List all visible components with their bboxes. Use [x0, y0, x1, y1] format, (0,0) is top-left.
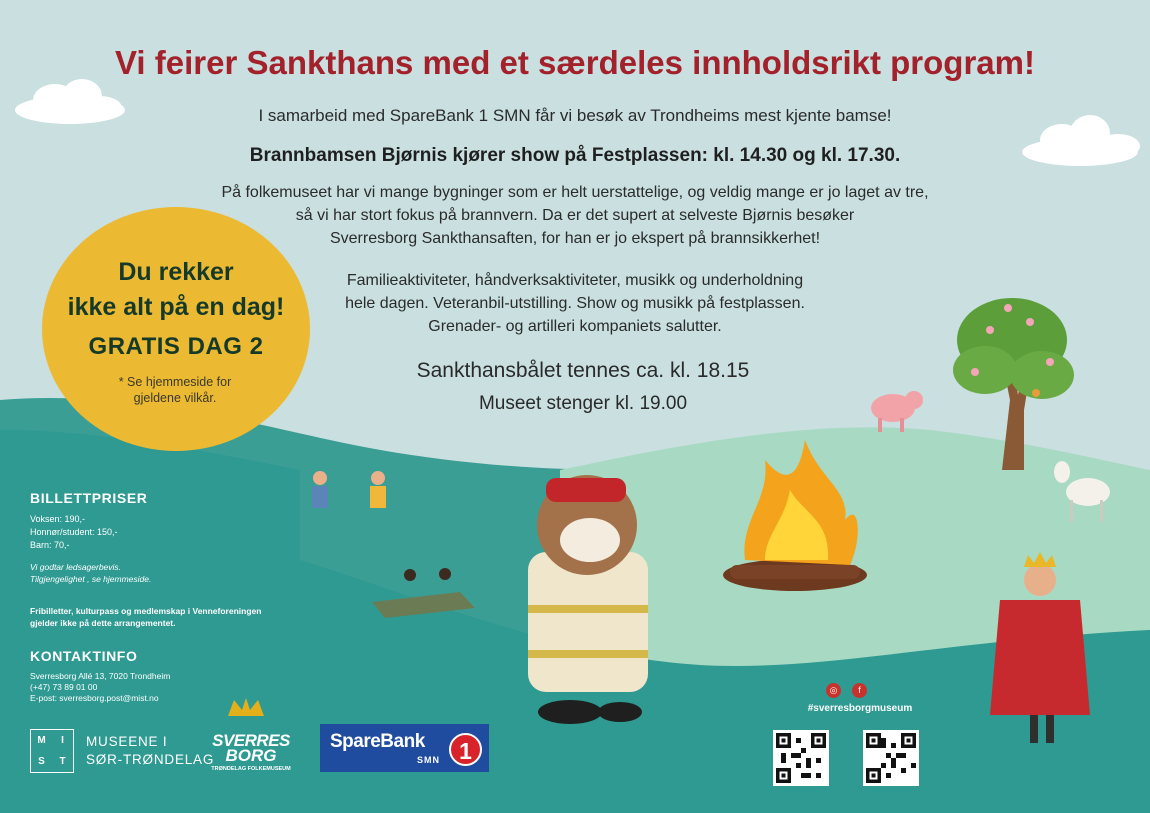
free-ticket-notice: [30, 605, 300, 629]
ticket-note: [30, 561, 151, 585]
paragraph-line: Sverresborg Sankthansaften, for han er jo ekspert på brannsikkerhet!: [329, 230, 821, 247]
badge-note: [90, 374, 260, 406]
bear-mascot-illustration: [528, 475, 648, 724]
mist-letter: M: [37, 735, 46, 746]
paragraph-line: Familieaktiviteter, håndverksaktiviteter, musikk og underholdning: [346, 272, 804, 289]
sverresborg-logo-line-1: SVERRES: [212, 731, 290, 750]
ticket-price-item: Voksen: 190,-: [30, 514, 86, 524]
sparebank-logo-smn: SMN: [417, 755, 440, 765]
sverresborg-logo-line-2: BORG: [225, 746, 277, 765]
qr-code-right[interactable]: [863, 730, 919, 786]
ticket-price-item: Barn: 70,-: [30, 540, 70, 550]
qr-code-icon: [776, 733, 826, 783]
free-ticket-line: gjelder ikke på dette arrangementet.: [30, 618, 176, 628]
social-hashtag: #sverresborgmuseum: [807, 703, 913, 714]
qr-code-icon: [866, 733, 916, 783]
mist-letter: T: [59, 756, 66, 767]
paragraph-fire-safety: [175, 181, 975, 250]
badge-line-2: ikke alt på en dag!: [67, 293, 285, 321]
contact-phone[interactable]: (+47) 73 89 01 00: [30, 682, 98, 692]
paragraph-line: På folkemuseet har vi mange bygninger som er helt uerstattelige, og veldig mange er jo laget av tre,: [221, 184, 929, 201]
mist-logo-text-1: MUSEENE I: [86, 734, 168, 749]
intro-text: I samarbeid med SpareBank 1 SMN får vi besøk av Trondheims mest kjente bamse!: [258, 106, 892, 125]
paragraph-line: hele dagen. Veteranbil-utstilling. Show og musikk på festplassen.: [345, 295, 805, 312]
ticket-note-line: Vi godtar ledsagerbevis.: [30, 562, 122, 572]
facebook-icon[interactable]: f: [852, 683, 867, 698]
ticket-price-item: Honnør/student: 150,-: [30, 527, 118, 537]
contact-address: Sverresborg Allé 13, 7020 Trondheim: [30, 671, 171, 681]
contact-heading: KONTAKTINFO: [30, 648, 138, 664]
instagram-icon[interactable]: ◎: [826, 683, 841, 698]
show-schedule: Brannbamsen Bjørnis kjører show på Festplassen: kl. 14.30 og kl. 17.30.: [249, 145, 901, 166]
badge-line-1: Du rekker: [118, 258, 234, 286]
mist-letter: S: [38, 756, 45, 767]
contact-email[interactable]: E-post: sverresborg.post@mist.no: [30, 693, 159, 703]
paragraph-line: så vi har stort fokus på brannvern. Da er det supert at selveste Bjørnis besøker: [295, 207, 855, 224]
bonfire-time: Sankthansbålet tennes ca. kl. 18.15: [416, 359, 750, 382]
page-title: Vi feirer Sankthans med et særdeles innholdsrikt program!: [115, 44, 1035, 81]
sverresborg-logo-subtitle: TRØNDELAG FOLKEMUSEUM: [211, 766, 291, 772]
sparebank-logo-name: SpareBank: [330, 731, 425, 752]
free-ticket-line: Fribilletter, kulturpass og medlemskap i Venneforeningen: [30, 606, 262, 616]
closing-time: Museet stenger kl. 19.00: [478, 393, 688, 414]
mist-logo-text-2: SØR-TRØNDELAG: [86, 752, 215, 767]
badge-free-day-2: GRATIS DAG 2: [88, 333, 264, 360]
free-day-badge: [42, 207, 310, 451]
tickets-heading: BILLETTPRISER: [30, 490, 148, 506]
paragraph-line: Grenader- og artilleri kompaniets salutter.: [428, 318, 722, 335]
qr-code-left[interactable]: [773, 730, 829, 786]
ticket-price-list: [30, 513, 118, 552]
mist-logo[interactable]: [30, 729, 74, 773]
badge-note-line: gjeldene vilkår.: [133, 391, 217, 405]
badge-note-line: * Se hjemmeside for: [118, 375, 232, 389]
ticket-note-line: Tilgjengelighet , se hjemmeside.: [30, 574, 152, 584]
contact-info: [30, 671, 170, 704]
sparebank-logo-one: 1: [449, 733, 482, 766]
mist-letter: I: [61, 735, 64, 746]
